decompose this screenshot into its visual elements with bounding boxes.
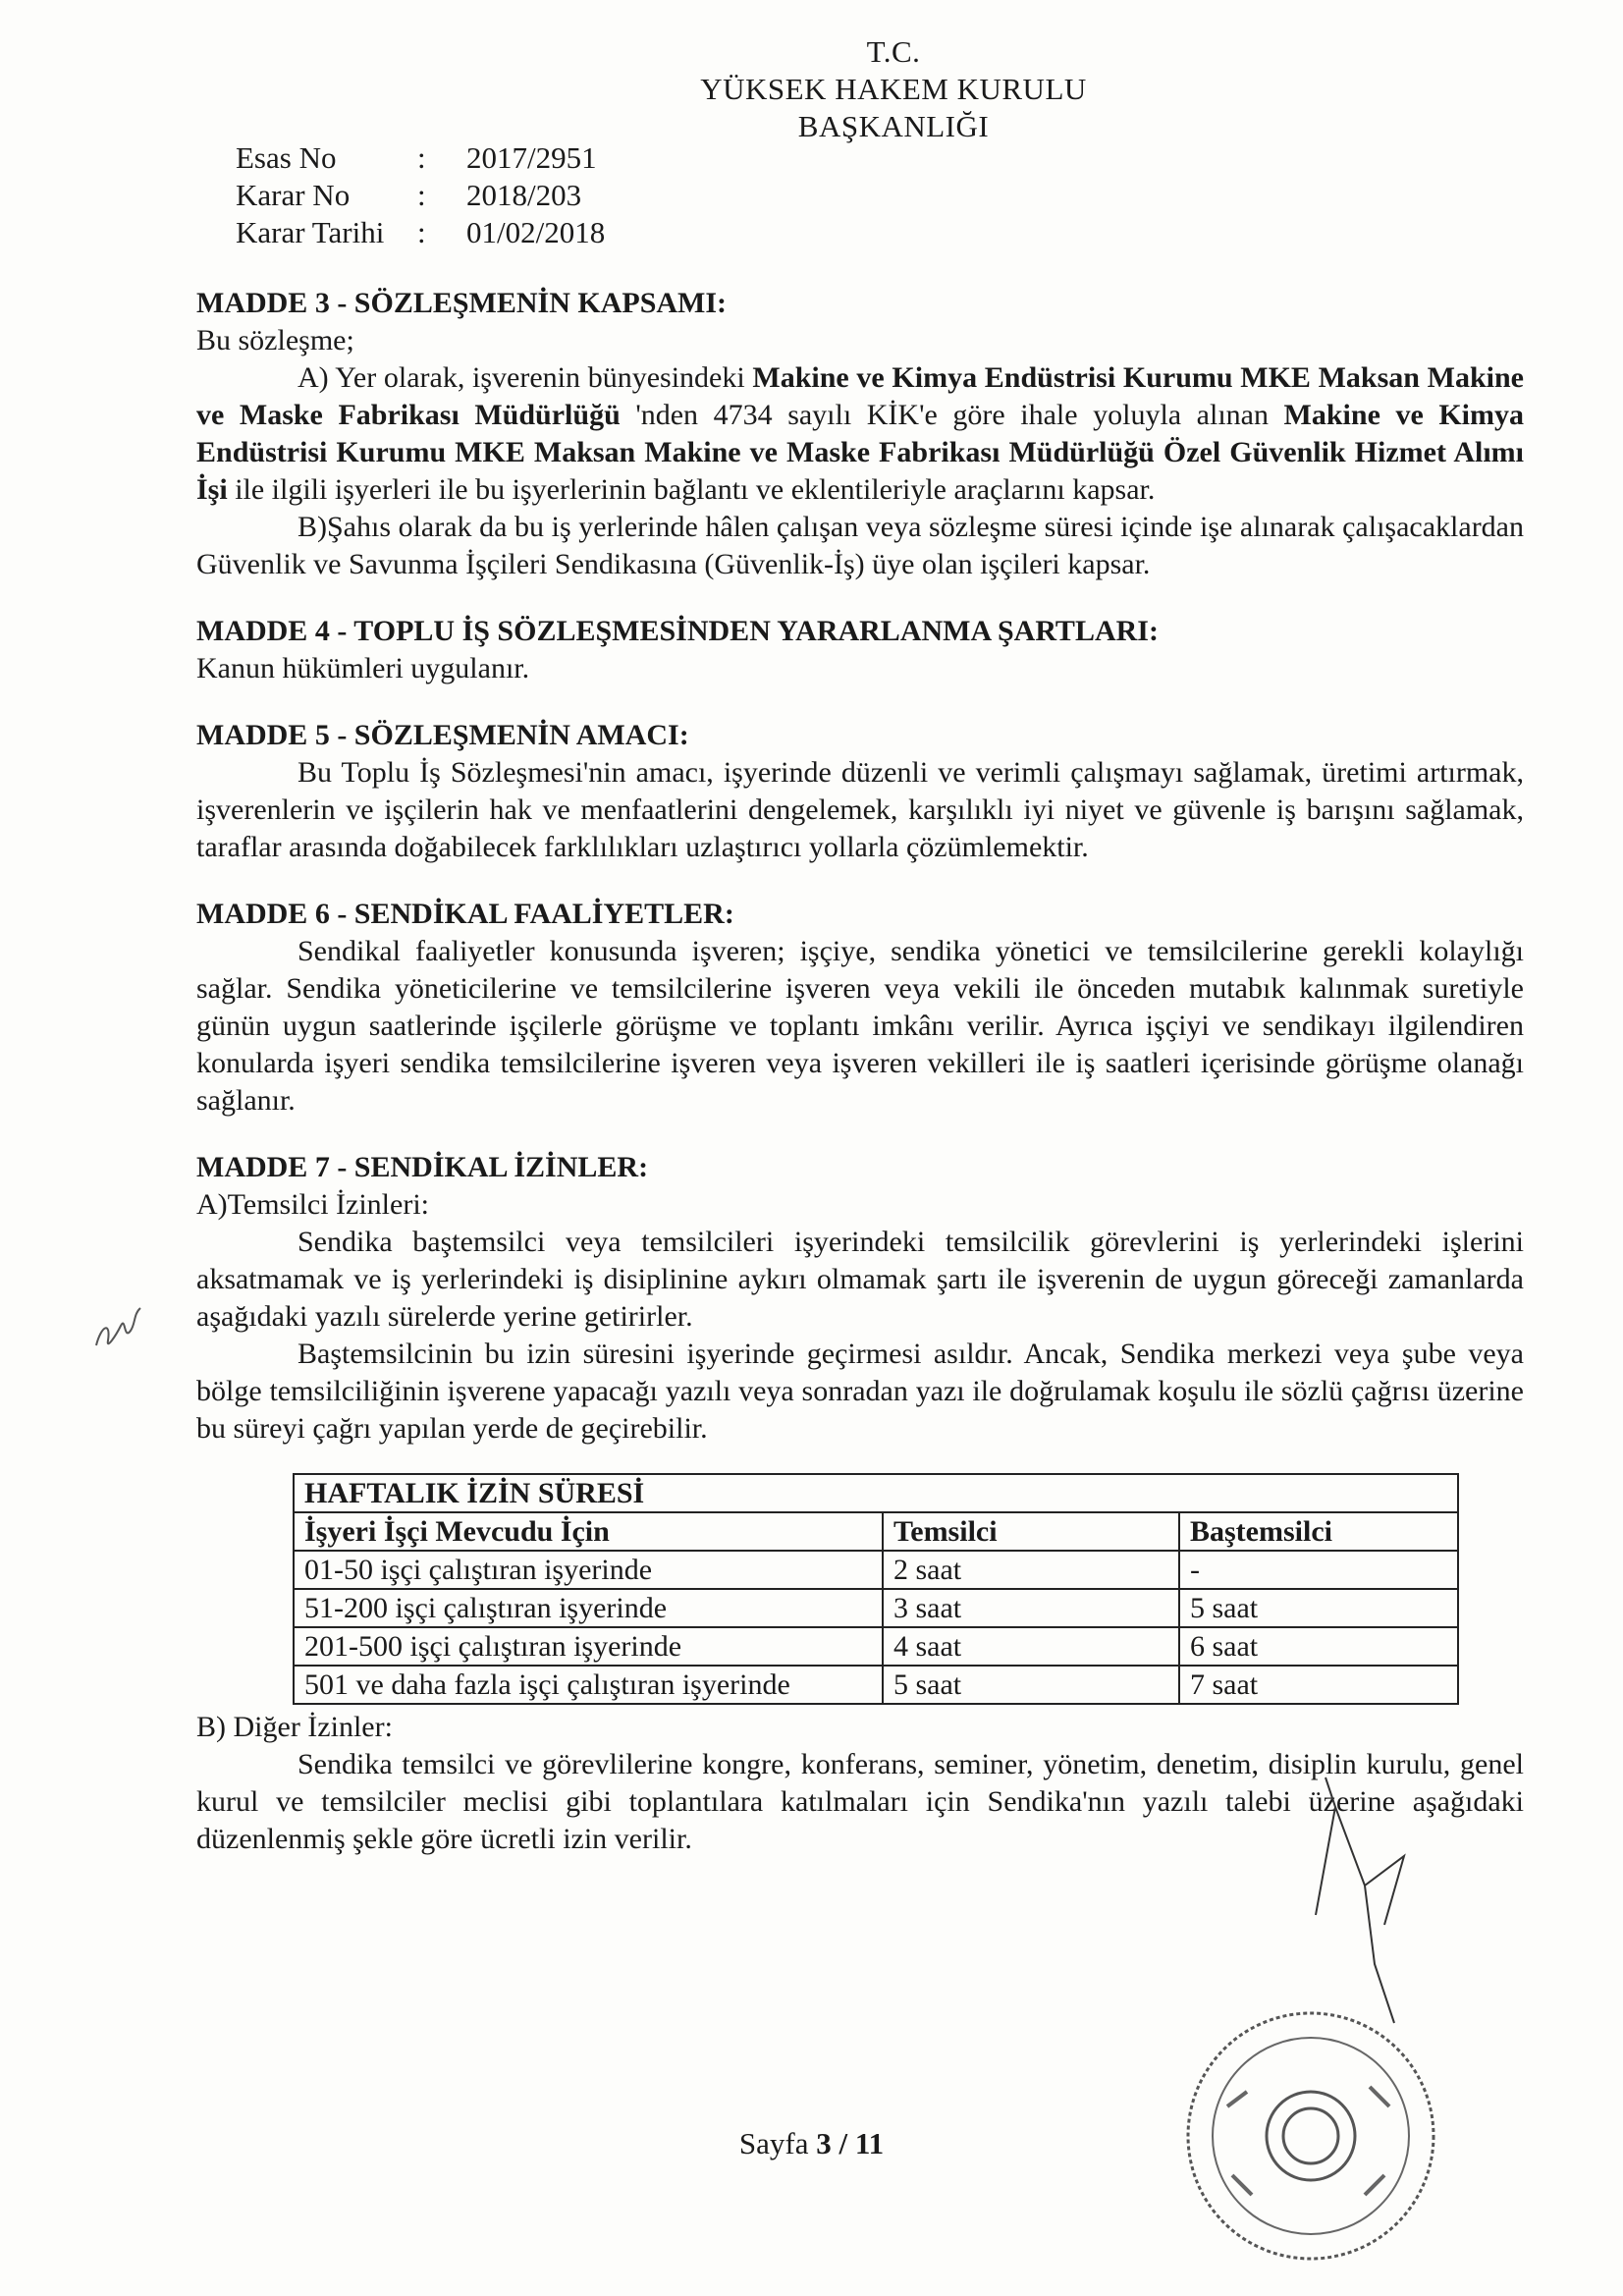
table-row (294, 1627, 1458, 1666)
table-cell: 501 ve daha fazla işçi çalıştıran işyerinde (294, 1666, 883, 1704)
table-cell: 2 saat (883, 1551, 1179, 1589)
column-header: Temsilci (883, 1512, 1179, 1551)
meta-separator: : (417, 215, 426, 249)
article-4-heading: MADDE 4 - TOPLU İŞ SÖZLEŞMESİNDEN YARARLANMA ŞARTLARI: (196, 615, 1159, 647)
article-7-a-text-2: Baştemsilcinin bu izin süresini işyerinde geçirmesi asıldır. Ancak, Sendika merkezi veya şube veya bölge temsilciliğinin işverene yapacağı yazılı veya sonradan yazı ile doğrulamak koşulu ile sözlü çağrısı üzerine bu süreyi çağrı yapılan yerde de geçirebilir. (196, 1338, 1524, 1445)
table-cell: 01-50 işçi çalıştıran işyerinde (294, 1551, 883, 1589)
bold-text-run: Makine ve Kimya Endüstrisi Kurumu MKE Maksan Makine ve Maske Fabrikası Müdürlüğü (196, 361, 1524, 431)
text-run: 'nden 4734 sayılı KİK'e göre ihale yoluyla alınan (620, 399, 1284, 431)
meta-row-karar (236, 177, 605, 214)
table-header-row (294, 1512, 1458, 1551)
article-7-b-text: Sendika temsilci ve görevlilerine kongre, konferans, seminer, yönetim, denetim, disiplin kurulu, genel kurul ve temsilciler meclisi gibi toplantılara katılmaları için Sendika'nın yazılı talebi üzerine aşağıdaki düzenlenmiş şekle göre ücretli izin verilir. (196, 1748, 1524, 1855)
weekly-leave-table (293, 1473, 1459, 1705)
table-cell: 201-500 işçi çalıştıran işyerinde (294, 1627, 883, 1666)
article-6-heading: MADDE 6 - SENDİKAL FAALİYETLER: (196, 898, 734, 930)
table-cell: 3 saat (883, 1589, 1179, 1627)
table-row (294, 1589, 1458, 1627)
meta-label: Esas No (236, 140, 337, 175)
table-row (294, 1666, 1458, 1704)
meta-label: Karar No (236, 178, 351, 212)
meta-separator: : (417, 178, 426, 212)
article-7-a-title: A)Temsilci İzinleri: (196, 1188, 429, 1221)
article-4-text: Kanun hükümleri uygulanır. (196, 652, 530, 684)
column-header: İşyeri İşçi Mevcudu İçin (294, 1512, 883, 1551)
article-5-heading: MADDE 5 - SÖZLEŞMENİN AMACI: (196, 719, 689, 751)
text-run: A) Yer olarak, işverenin bünyesindeki (298, 361, 753, 394)
table-cell: 7 saat (1179, 1666, 1458, 1704)
text-run: ile ilgili işyerleri ile bu işyerlerinin bağlantı ve eklentileriyle araçlarını kapsar. (227, 473, 1156, 506)
column-header: Baştemsilci (1179, 1512, 1458, 1551)
article-3-intro: Bu sözleşme; (196, 324, 354, 356)
table-cell: - (1179, 1551, 1458, 1589)
article-3-heading: MADDE 3 - SÖZLEŞMENİN KAPSAMI: (196, 287, 728, 319)
meta-row-esas (236, 139, 605, 177)
handwritten-initials-icon (86, 1296, 145, 1365)
meta-separator: : (417, 140, 426, 175)
meta-row-tarih (236, 214, 605, 251)
header-line-presidency: BAŞKANLIĞI (797, 109, 990, 143)
article-7-heading: MADDE 7 - SENDİKAL İZİNLER: (196, 1151, 649, 1183)
table-cell: 5 saat (883, 1666, 1179, 1704)
table-title-row (294, 1474, 1458, 1512)
article-7-a-text-1: Sendika baştemsilci veya temsilcileri işyerindeki temsilcilik görevlerini iş yerlerindeki işlerini aksatmamak ve iş yerlerindeki iş disiplinine aykırı olmamak şartı ile işverenin de uygun göreceği zamanlarda aşağıdaki yazılı sürelerde yerine getirirler. (196, 1226, 1524, 1333)
meta-value: 01/02/2018 (466, 215, 606, 249)
case-meta (236, 139, 605, 251)
page-number: 3 / 11 (816, 2126, 885, 2160)
article-6-text: Sendikal faaliyetler konusunda işveren; işçiye, sendika yönetici ve temsilcilerine gerekli kolaylığı sağlar. Sendika yöneticilerine ve temsilcilerine işveren veya vekili ile önceden mutabık kalınmak suretiyle günün uygun saatlerinde işçilerle görüşme ve toplantı imkânı verilir. Ayrıca işçiyi ve sendikayı ilgilendiren konularda işyeri sendika temsilcilerine işveren veya işveren vekilleri ile iş saatleri içerisinde görüşme olanağı sağlanır. (196, 935, 1524, 1117)
meta-label: Karar Tarihi (236, 215, 385, 249)
table-cell: 6 saat (1179, 1627, 1458, 1666)
document-body (196, 285, 1524, 1858)
meta-value: 2017/2951 (466, 140, 597, 175)
meta-value: 2018/203 (466, 178, 582, 212)
table-cell: 51-200 işçi çalıştıran işyerinde (294, 1589, 883, 1627)
page-label: Sayfa (738, 2126, 809, 2160)
article-3-paragraph-a (196, 359, 1524, 509)
header-line-institution: YÜKSEK HAKEM KURULU (700, 72, 1087, 106)
article-3-paragraph-b: B)Şahıs olarak da bu iş yerlerinde hâlen çalışan veya sözleşme süresi içinde işe alınarak çalışacaklardan Güvenlik ve Savunma İşçileri Sendikasına (Güvenlik-İş) üye olan işçileri kapsar. (196, 511, 1524, 580)
bold-text-run: Makine ve Kimya Endüstrisi Kurumu MKE Maksan Makine ve Maske Fabrikası Müdürlüğü Özel Güvenlik Hizmet Alımı İşi (196, 399, 1524, 506)
article-7-b-title: B) Diğer İzinler: (196, 1711, 393, 1743)
article-5-text: Bu Toplu İş Sözleşmesi'nin amacı, işyerinde düzenli ve verimli çalışmayı sağlamak, üretimi artırmak, işverenlerin ve işçilerin hak ve menfaatlerini dengelemek, karşılıklı iyi niyet ve güvenle iş barışını sağlamak, taraflar arasında doğabilecek farklılıkları uzlaştırıcı yollarla çözümlemektir. (196, 756, 1524, 863)
official-stamp-icon (1173, 1998, 1448, 2273)
table-row (294, 1551, 1458, 1589)
table-cell: 4 saat (883, 1627, 1179, 1666)
table-cell: 5 saat (1179, 1589, 1458, 1627)
table-title: HAFTALIK İZİN SÜRESİ (294, 1474, 1458, 1512)
header-line-tc: T.C. (866, 34, 921, 69)
document-header (648, 33, 1139, 145)
